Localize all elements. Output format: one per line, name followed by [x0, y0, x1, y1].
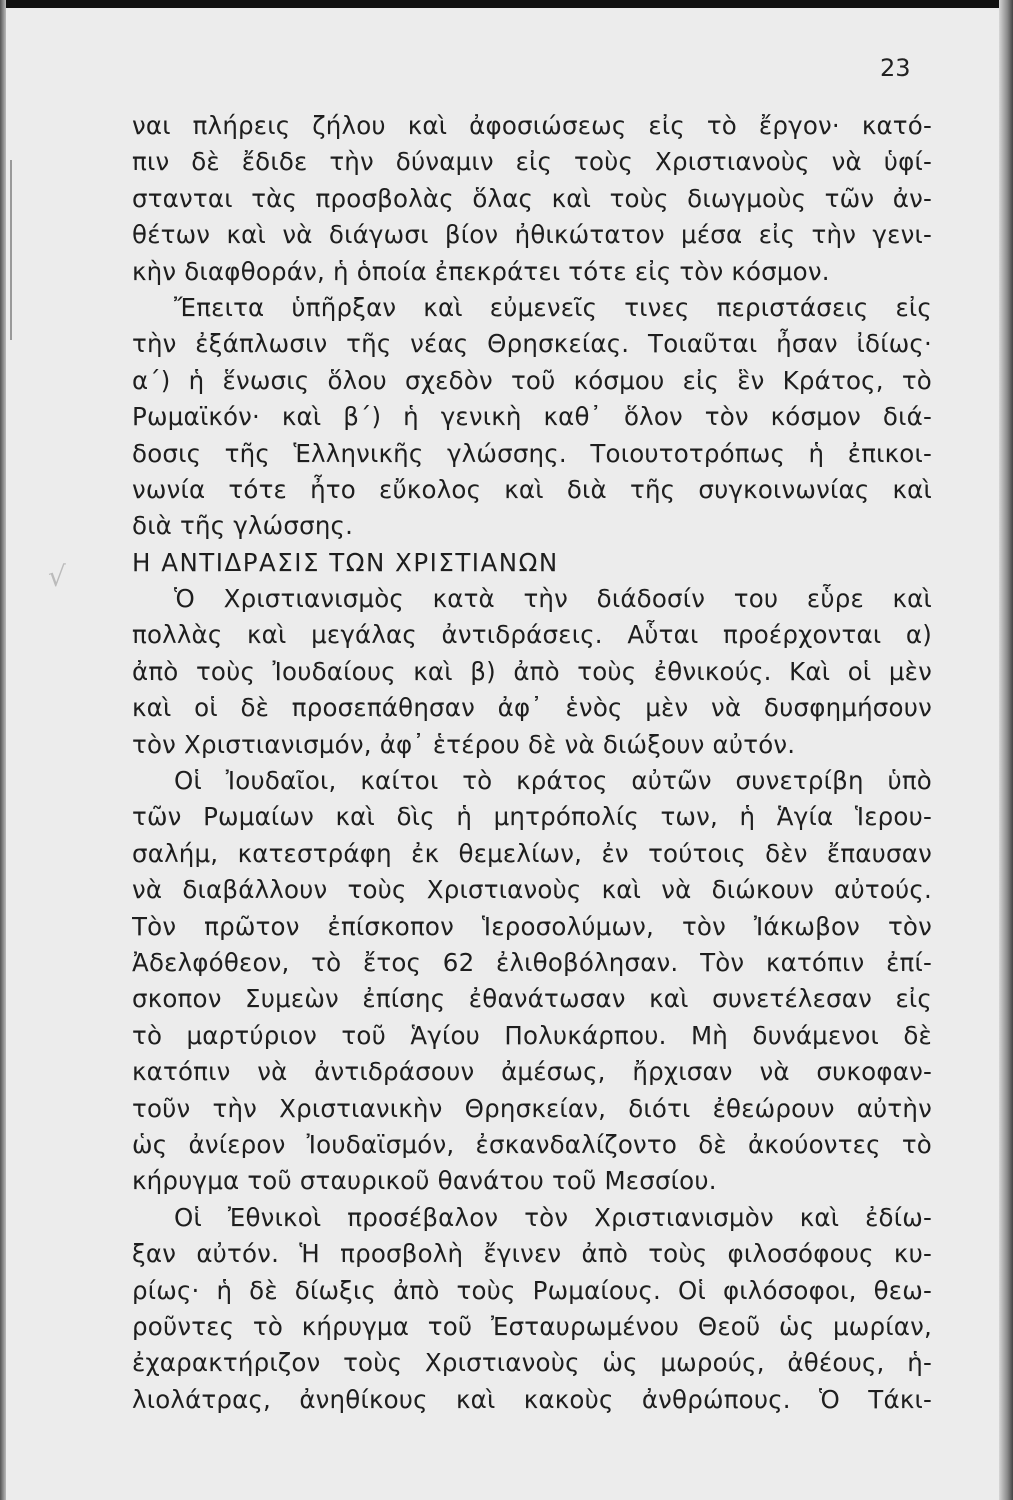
- text-line: πιν δὲ ἔδιδε τὴν δύναμιν εἰς τοὺς Χριστιανοὺς νὰ ὑφί-: [132, 147, 932, 177]
- body-text: [132, 108, 932, 1418]
- text-line: τὸν Χριστιανισμόν, ἀφ᾽ ἑτέρου δὲ νὰ διώξουν αὐτόν.: [132, 729, 796, 759]
- text-line: Ὁ Χριστιανισμὸς κατὰ τὴν διάδοσίν του εὗρε καὶ: [174, 584, 932, 614]
- text-line: κὴν διαφθοράν, ἡ ὁποία ἐπεκράτει τότε εἰς τὸν κόσμον.: [132, 256, 830, 286]
- text-line: δοσις τῆς Ἑλληνικῆς γλώσσης. Τοιουτοτρόπως ἡ ἐπικοι-: [132, 438, 932, 468]
- text-line: κήρυγμα τοῦ σταυρικοῦ θανάτου τοῦ Μεσσίου.: [132, 1166, 717, 1196]
- text-line: σαλήμ, κατεστράφη ἐκ θεμελίων, ἐν τούτοις δὲν ἔπαυσαν: [132, 838, 932, 868]
- text-line: ἀπὸ τοὺς Ἰουδαίους καὶ β) ἀπὸ τοὺς ἐθνικούς. Καὶ οἱ μὲν: [132, 656, 932, 686]
- text-line: ἐχαρακτήριζον τοὺς Χριστιανοὺς ὡς μωρούς, ἀθέους, ἡ-: [132, 1348, 932, 1378]
- text-line: Οἱ Ἰουδαῖοι, καίτοι τὸ κράτος αὐτῶν συνετρίβη ὑπὸ: [174, 766, 932, 796]
- text-line: Ρωμαϊκόν· καὶ β΄) ἡ γενικὴ καθ᾽ ὅλον τὸν κόσμον διά-: [132, 402, 932, 432]
- margin-check-mark: √: [48, 560, 66, 593]
- text-line: τοῦν τὴν Χριστιανικὴν Θρησκείαν, διότι ἐθεώρουν αὐτὴν: [132, 1093, 932, 1123]
- page-number: 23: [880, 54, 911, 82]
- text-line: σκοπον Συμεὼν ἐπίσης ἐθανάτωσαν καὶ συνετέλεσαν εἰς: [132, 984, 932, 1014]
- scan-right-edge: [999, 0, 1013, 1500]
- text-line: τὸ μαρτύριον τοῦ Ἁγίου Πολυκάρπου. Μὴ δυνάμενοι δὲ: [132, 1020, 932, 1050]
- text-line: καὶ οἱ δὲ προσεπάθησαν ἀφ᾽ ἑνὸς μὲν νὰ δυσφημήσουν: [132, 693, 932, 723]
- text-line: ὡς ἀνίερον Ἰουδαϊσμόν, ἐσκανδαλίζοντο δὲ ἀκούοντες τὸ: [132, 1129, 932, 1159]
- text-line: τὴν ἐξάπλωσιν τῆς νέας Θρησκείας. Τοιαῦται ἦσαν ἰδίως·: [132, 329, 932, 359]
- text-line: κατόπιν νὰ ἀντιδράσουν ἀμέσως, ἤρχισαν νὰ συκοφαν-: [132, 1057, 932, 1087]
- text-line: ροῦντες τὸ κήρυγμα τοῦ Ἐσταυρωμένου Θεοῦ ὡς μωρίαν,: [132, 1311, 932, 1341]
- text-line: νὰ διαβάλλουν τοὺς Χριστιανοὺς καὶ νὰ διώκουν αὐτούς.: [132, 875, 932, 905]
- text-line: λιολάτρας, ἀνηθίκους καὶ κακοὺς ἀνθρώπους. Ὁ Τάκι-: [132, 1384, 932, 1414]
- text-line: πολλὰς καὶ μεγάλας ἀντιδράσεις. Αὗται προέρχονται α): [132, 620, 932, 650]
- text-line: θέτων καὶ νὰ διάγωσι βίον ἠθικώτατον μέσα εἰς τὴν γενι-: [132, 220, 932, 250]
- text-line: διὰ τῆς γλώσσης.: [132, 511, 354, 541]
- scan-top-edge: [0, 0, 1013, 8]
- text-line: στανται τὰς προσβολὰς ὅλας καὶ τοὺς διωγμοὺς τῶν ἀν-: [132, 183, 932, 213]
- text-line: ξαν αὐτόν. Ἡ προσβολὴ ἔγινεν ἀπὸ τοὺς φιλοσόφους κυ-: [132, 1239, 932, 1269]
- text-line: ρίως· ἡ δὲ δίωξις ἀπὸ τοὺς Ρωμαίους. Οἱ φιλόσοφοι, θεω-: [132, 1275, 932, 1305]
- text-line: ναι πλήρεις ζήλου καὶ ἀφοσιώσεως εἰς τὸ ἔργον· κατό-: [132, 111, 932, 140]
- margin-line: [0, 160, 12, 340]
- text-line: Ἔπειτα ὑπῆρξαν καὶ εὐμενεῖς τινες περιστάσεις εἰς: [174, 292, 932, 322]
- text-line: νωνία τότε ἦτο εὔκολος καὶ διὰ τῆς συγκοινωνίας καὶ: [132, 474, 932, 504]
- text-line: Οἱ Ἐθνικοὶ προσέβαλον τὸν Χριστιανισμὸν καὶ ἐδίω-: [174, 1202, 932, 1232]
- text-line: Ἀδελφόθεον, τὸ ἔτος 62 ἐλιθοβόλησαν. Τὸν κατόπιν ἐπί-: [132, 947, 932, 977]
- section-heading: Η ΑΝΤΙΔΡΑΣΙΣ ΤΩΝ ΧΡΙΣΤΙΑΝΩΝ: [132, 547, 559, 577]
- text-line: α΄) ἡ ἕνωσις ὅλου σχεδὸν τοῦ κόσμου εἰς ἓν Κράτος, τὸ: [132, 365, 932, 395]
- text-line: Τὸν πρῶτον ἐπίσκοπον Ἱεροσολύμων, τὸν Ἰάκωβον τὸν: [132, 911, 932, 941]
- text-line: τῶν Ρωμαίων καὶ δὶς ἡ μητρόπολίς των, ἡ Ἁγία Ἱερου-: [132, 802, 932, 832]
